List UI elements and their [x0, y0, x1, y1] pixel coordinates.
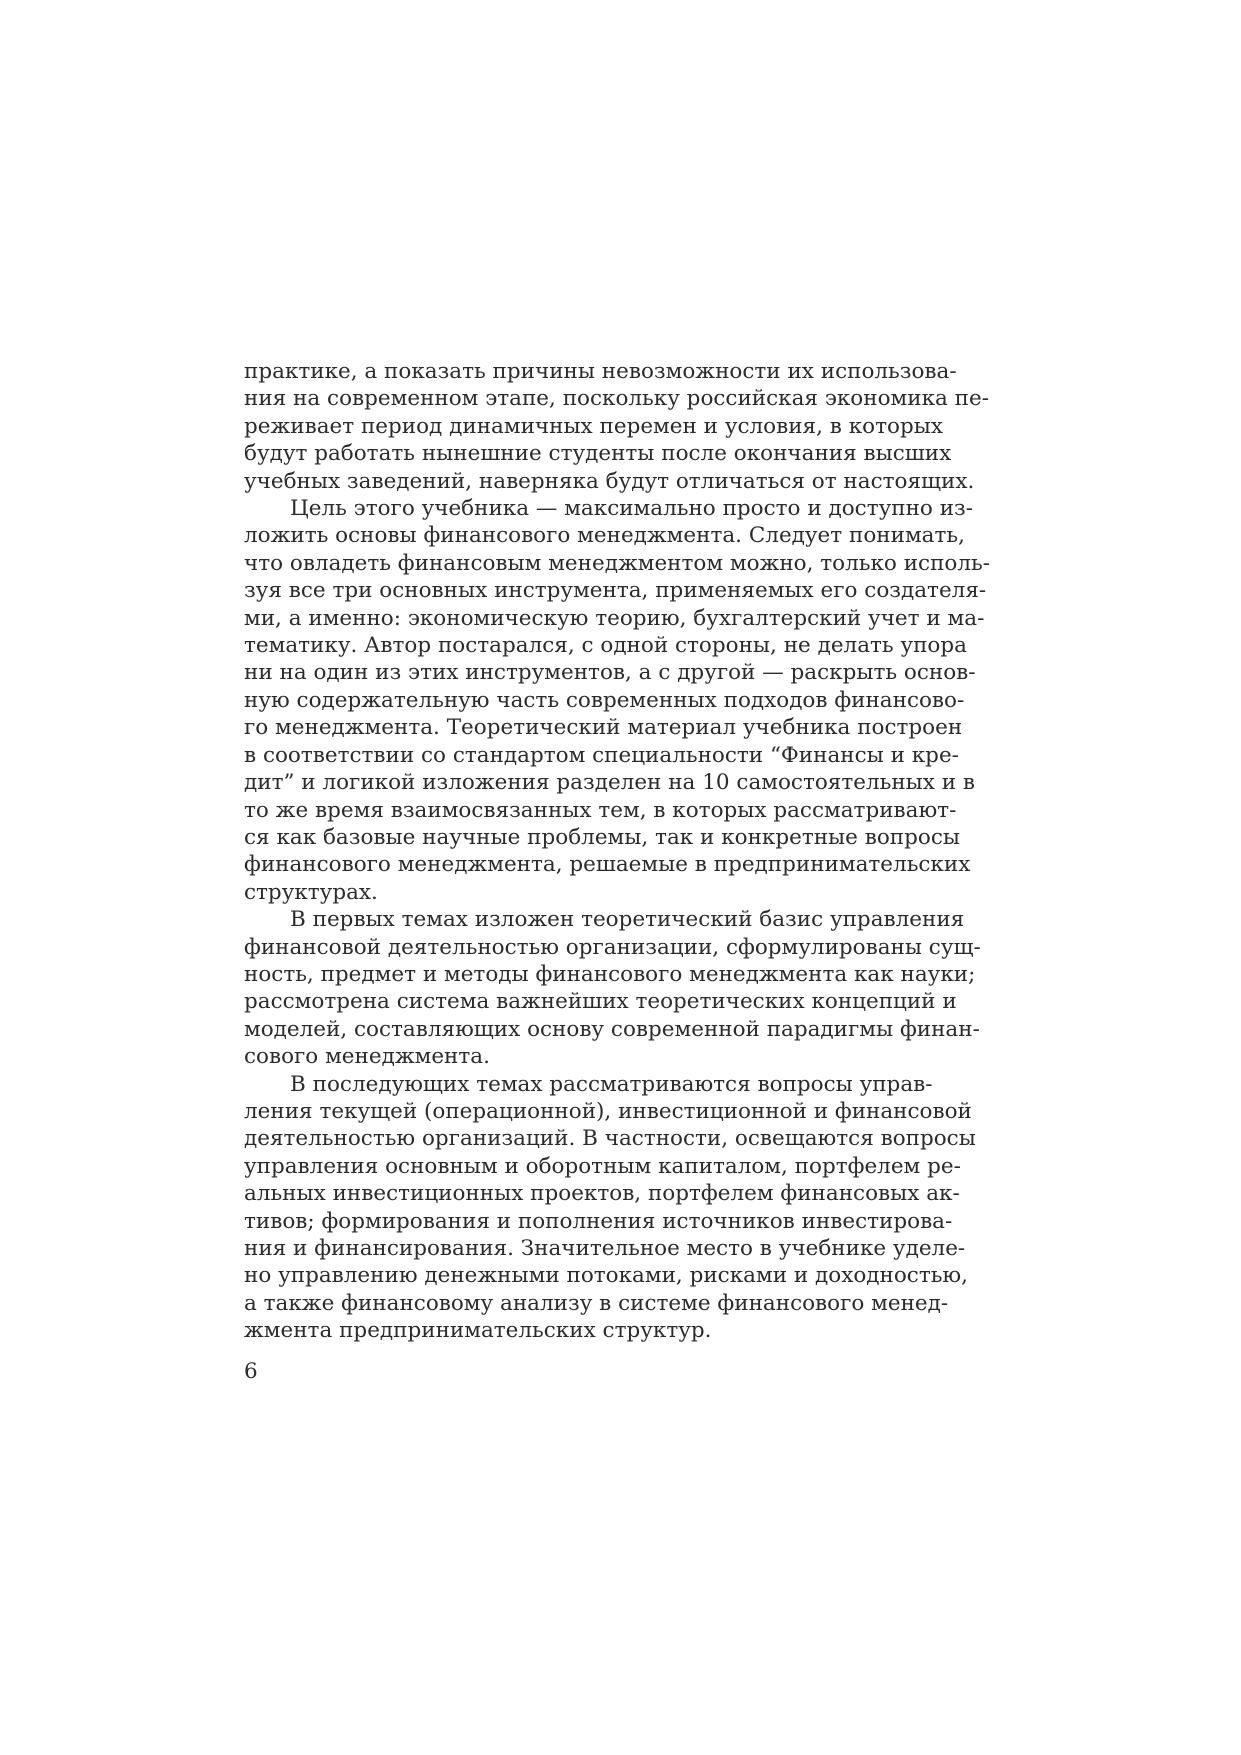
text-line: сового менеджмента. — [244, 1044, 490, 1070]
text-line: ния и финансирования. Значительное место в учебнике уделе- — [244, 1236, 966, 1261]
text-line: структурах. — [244, 879, 378, 905]
text-line: ни на один из этих инструментов, а с другой — раскрыть основ- — [244, 660, 976, 686]
text-line: а также финансовому анализу в системе финансового менед- — [244, 1290, 949, 1316]
text-line: учебных заведений, наверняка будут отличаться от настоящих. — [244, 468, 975, 494]
text-line: В первых темах изложен теоретический базис управления — [290, 907, 965, 933]
text-line: моделей, составляющих основу современной парадигмы финан- — [244, 1016, 980, 1042]
body-text — [244, 358, 990, 1345]
text-line: финансового менеджмента, решаемые в предпринимательских — [244, 852, 971, 878]
text-line: в соответствии со стандартом специальности “Финансы и кре- — [244, 742, 959, 768]
text-line: ность, предмет и методы финансового менеджмента как науки; — [244, 961, 976, 987]
paragraph-2 — [244, 495, 990, 906]
text-line: будут работать нынешние студенты после окончания высших — [244, 441, 952, 467]
text-line: жмента предпринимательских структур. — [244, 1318, 712, 1344]
text-line: В последующих темах рассматриваются вопросы управ- — [290, 1071, 933, 1097]
text-line: ложить основы финансового менеджмента. Следует понимать, — [244, 523, 965, 549]
text-line: дит” и логикой изложения разделен на 10 самостоятельных и в — [244, 770, 976, 796]
text-line: управления основным и оборотным капиталом, портфелем ре- — [244, 1153, 961, 1179]
text-line: реживает период динамичных перемен и условия, в которых — [244, 413, 943, 439]
page-number: 6 — [244, 1359, 258, 1384]
text-line: рассмотрена система важнейших теоретических концепций и — [244, 989, 957, 1015]
paragraph-3 — [244, 906, 981, 1070]
text-line: ми, а именно: экономическую теорию, бухгалтерский учет и ма- — [244, 605, 985, 631]
text-line: деятельностью организаций. В частности, освещаются вопросы — [244, 1126, 976, 1152]
text-line: ления текущей (операционной), инвестиционной и финансовой — [244, 1098, 972, 1124]
text-line: тивов; формирования и пополнения источников инвестирова- — [244, 1208, 953, 1234]
text-line: ную содержательную часть современных подходов финансово- — [244, 687, 965, 713]
text-line: практике, а показать причины невозможности их использова- — [244, 359, 957, 384]
text-line: ся как базовые научные проблемы, так и конкретные вопросы — [244, 824, 960, 850]
text-line: Цель этого учебника — максимально просто и доступно из- — [290, 496, 974, 522]
text-line: альных инвестиционных проектов, портфелем финансовых ак- — [244, 1181, 960, 1207]
text-line: то же время взаимосвязанных тем, в которых рассматривают- — [244, 797, 957, 823]
text-line: зуя все три основных инструмента, применяемых его создателя- — [244, 578, 987, 604]
text-line: финансовой деятельностью организации, сформулированы сущ- — [244, 934, 981, 960]
paragraph-1 — [244, 358, 989, 495]
text-line: что овладеть финансовым менеджментом можно, только исполь- — [244, 550, 990, 576]
text-line: но управлению денежными потоками, рисками и доходностью, — [244, 1263, 968, 1289]
text-line: тематику. Автор постарался, с одной стороны, не делать упора — [244, 633, 967, 659]
text-line: ния на современном этапе, поскольку российская экономика пе- — [244, 386, 989, 412]
text-line: го менеджмента. Теоретический материал учебника построен — [244, 715, 963, 741]
paragraph-4 — [244, 1071, 976, 1345]
